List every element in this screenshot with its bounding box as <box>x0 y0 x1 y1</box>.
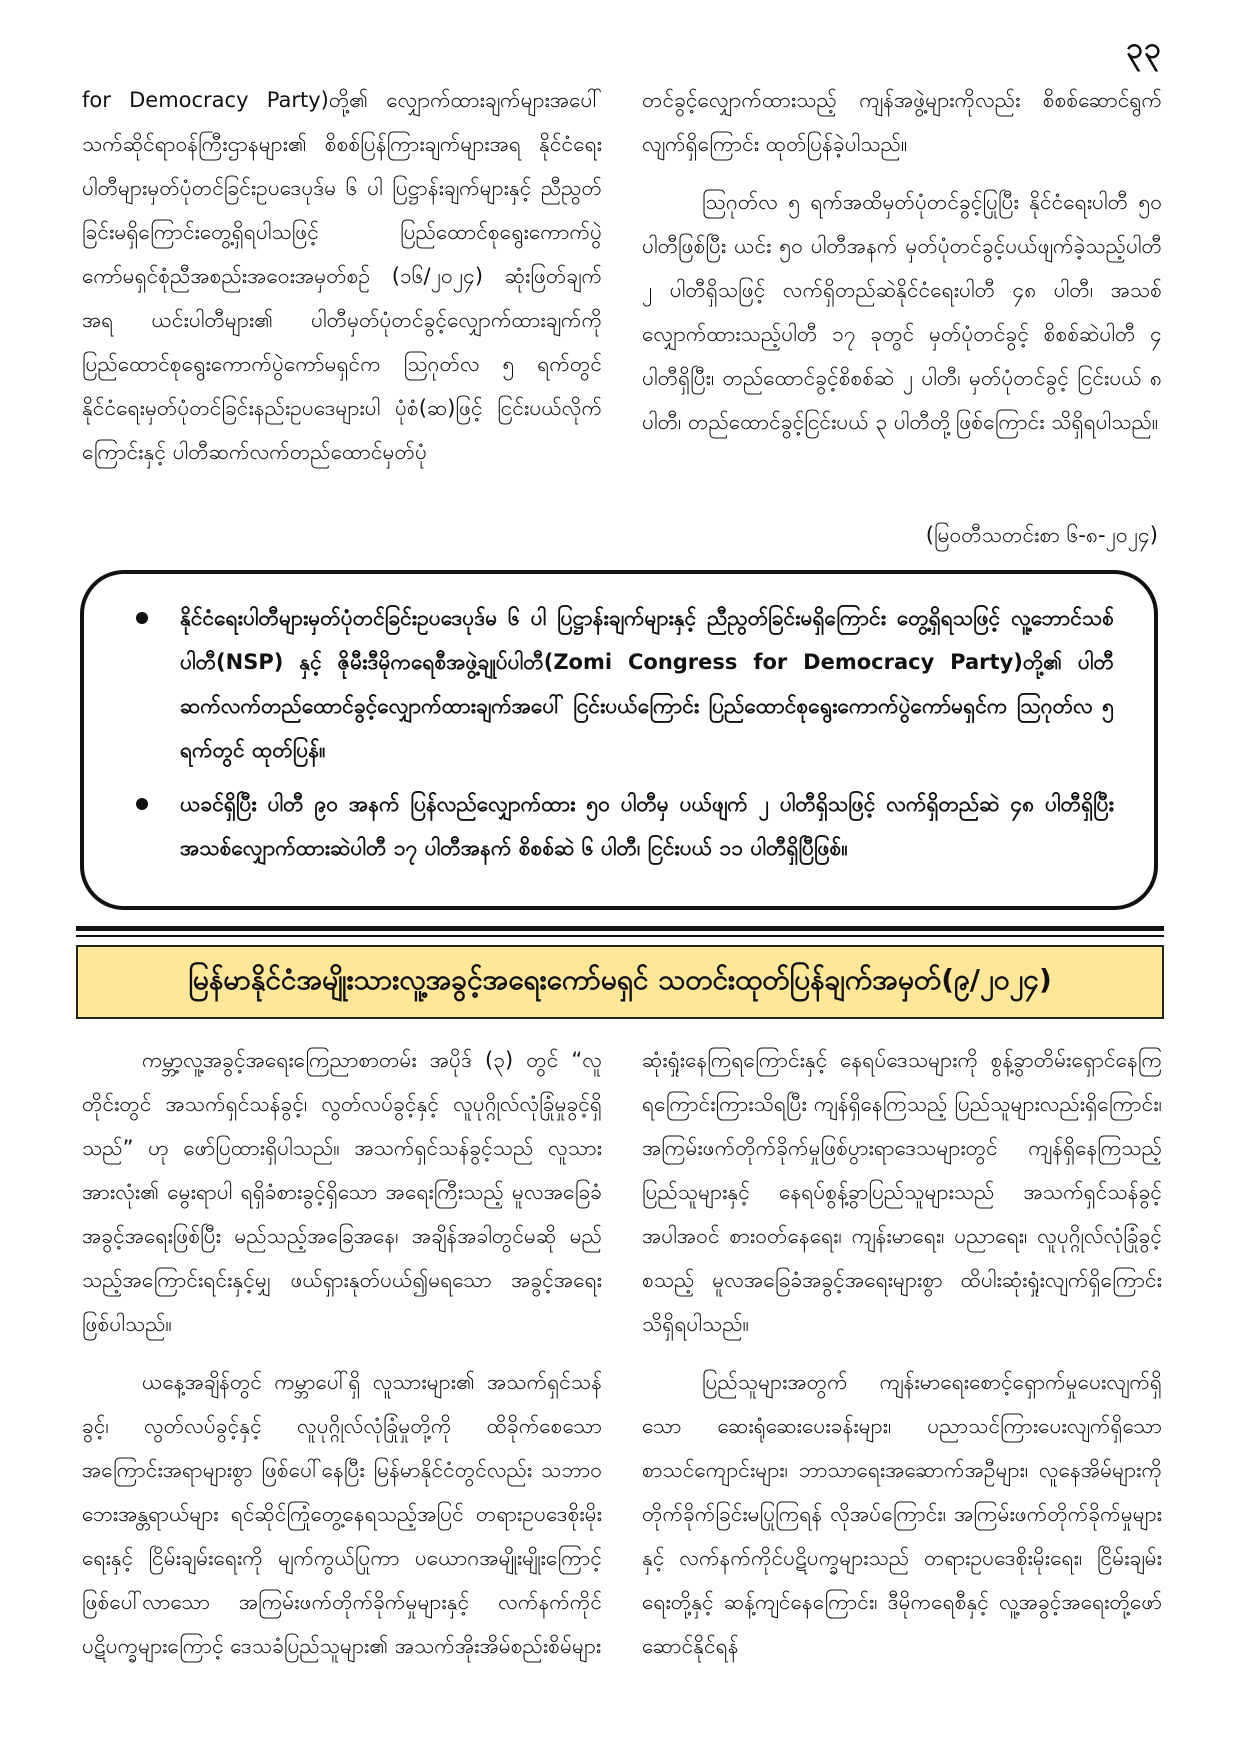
summary-point <box>124 596 1114 772</box>
summary-point-text: ယခင်ရှိပြီး ပါတီ ၉၀ အနက် ပြန်လည်လျှောက်ထား ၅၀ ပါတီမှ ပယ်ဖျက် ၂ ပါတီရှိသဖြင့် လက်ရှိတည်ဆဲ ၄၈ ပါတီရှိပြီး အသစ်လျှောက်ထားဆဲပါတီ ၁၇ ပါတီအနက် စိစစ်ဆဲ ၆ ပါတီ၊ ငြင်းပယ် ၁၁ ပါတီရှိပြီဖြစ်။ <box>180 792 1114 860</box>
section-divider-thick <box>76 926 1164 931</box>
section-divider-thin <box>76 935 1164 937</box>
top-right-paragraph-2: ဩဂုတ်လ ၅ ရက်အထိမှတ်ပုံတင်ခွင့်ပြုပြီး နိုင်ငံရေးပါတီ ၅၀ ပါတီဖြစ်ပြီး ယင်း ၅၀ ပါတီအနက် မှတ်ပုံတင်ခွင့်ပယ်ဖျက်ခဲ့သည့်ပါတီ ၂ ပါတီရှိသဖြင့် လက်ရှိတည်ဆဲနိုင်ငံရေးပါတီ ၄၈ ပါတီ၊ အသစ်လျှောက်ထားသည့်ပါတီ ၁၇ ခုတွင် မှတ်ပုံတင်ခွင့် စိစစ်ဆဲပါတီ ၄ ပါတီရှိပြီး၊ တည်ထောင်ခွင့်စိစစ်ဆဲ ၂ ပါတီ၊ မှတ်ပုံတင်ခွင့် ငြင်းပယ် ၈ ပါတီ၊ တည်ထောင်ခွင့်ငြင်းပယ် ၃ ပါတီတို့ဖြစ်ကြောင်း သိရှိရပါသည်။ <box>642 190 1162 434</box>
source-citation: (မြဝတီသတင်းစာ ၆-၈-၂၀၂၄) <box>925 523 1158 547</box>
bottom-left-paragraph-1: ကမ္ဘာ့လူ့အခွင့်အရေးကြေညာစာတမ်း အပိုဒ် (၃) တွင် “လူတိုင်းတွင် အသက်ရှင်သန်ခွင့်၊ လွတ်လပ်ခွင့်နှင့် လူပုဂ္ဂိုလ်လုံခြုံမှုခွင့်ရှိသည်” ဟု ဖော်ပြထားရှိပါသည်။ အသက်ရှင်သန်ခွင့်သည် လူသားအားလုံး၏ မွေးရာပါ ရရှိခံစားခွင့်ရှိသော အရေးကြီးသည့် မူလအခြေခံအခွင့်အရေးဖြစ်ပြီး မည်သည့်အခြေအနေ၊ အချိန်အခါတွင်မဆို မည်သည့်အကြောင်းရင်းနှင့်မျှ ဖယ်ရှားနုတ်ပယ်၍မရသော အခွင့်အရေးဖြစ်ပါသည်။ <box>82 1048 602 1336</box>
bottom-right-column <box>642 1038 1162 1682</box>
summary-point-text: နိုင်ငံရေးပါတီများမှတ်ပုံတင်ခြင်းဥပဒေပုဒ်မ ၆ ပါ ပြဋ္ဌာန်းချက်များနှင့် ညီညွတ်ခြင်းမရှိကြောင်း တွေ့ရှိရသဖြင့် လူ့ဘောင်သစ်ပါတီ(NSP) နှင့် ဇိုမီးဒီမိုကရေစီအဖွဲ့ချုပ်ပါတီ(Zomi Congress for Democracy Party)တို့၏ ပါတီဆက်လက်တည်ထောင်ခွင့်လျှောက်ထားချက်အပေါ် ငြင်းပယ်ကြောင်း ပြည်ထောင်စုရွေးကောက်ပွဲကော်မရှင်က ဩဂုတ်လ ၅ ရက်တွင် ထုတ်ပြန်။ <box>180 606 1114 762</box>
bottom-left-column <box>82 1038 602 1682</box>
top-right-paragraph-1: တင်ခွင့်လျှောက်ထားသည့် ကျန်အဖွဲ့များကိုလည်း စိစစ်ဆောင်ရွက်လျက်ရှိကြောင်း ထုတ်ပြန်ခဲ့ပါသည်။ <box>642 88 1162 156</box>
bottom-left-paragraph-2: ယနေ့အချိန်တွင် ကမ္ဘာပေါ်ရှိ လူသားများ၏ အသက်ရှင်သန်ခွင့်၊ လွတ်လပ်ခွင့်နှင့် လူပုဂ္ဂိုလ်လုံခြုံမှုတို့ကို ထိခိုက်စေသောအကြောင်းအရာများစွာ ဖြစ်ပေါ်နေပြီး မြန်မာနိုင်ငံတွင်လည်း သဘာဝဘေးအန္တရာယ်များ ရင်ဆိုင်ကြုံတွေ့နေရသည့်အပြင် တရားဥပဒေစိုးမိုးရေးနှင့် ငြိမ်းချမ်းရေးကို မျက်ကွယ်ပြုကာ ပယောဂအမျိုးမျိုးကြောင့် ဖြစ်ပေါ်လာသော အကြမ်းဖက်တိုက်ခိုက်မှုများနှင့် လက်နက်ကိုင်ပဋိပက္ခများကြောင့် ဒေသခံပြည်သူများ၏ အသက်အိုးအိမ်စည်းစိမ်များ <box>82 1370 602 1658</box>
bullet-dot-icon <box>136 798 148 810</box>
summary-box <box>80 570 1158 910</box>
summary-point <box>124 782 1114 870</box>
section-heading: မြန်မာနိုင်ငံအမျိုးသားလူ့အခွင့်အရေးကော်မရှင် သတင်းထုတ်ပြန်ချက်အမှတ်(၉/၂၀၂၄) <box>76 945 1164 1019</box>
top-left-paragraph: for Democracy Party)တို့၏ လျှောက်ထားချက်များအပေါ် သက်ဆိုင်ရာဝန်ကြီးဌာနများ၏ စိစစ်ပြန်ကြားချက်များအရ နိုင်ငံရေးပါတီများမှတ်ပုံတင်ခြင်းဥပဒေပုဒ်မ ၆ ပါ ပြဋ္ဌာန်းချက်များနှင့် ညီညွတ်ခြင်းမရှိကြောင်းတွေ့ရှိရပါသဖြင့် ပြည်ထောင်စုရွေးကောက်ပွဲကော်မရှင်စုံညီအစည်းအဝေးအမှတ်စဉ် (၁၆/၂၀၂၄) ဆုံးဖြတ်ချက်အရ ယင်းပါတီများ၏ ပါတီမှတ်ပုံတင်ခွင့်လျှောက်ထားချက်ကို ပြည်ထောင်စုရွေးကောက်ပွဲကော်မရှင်က ဩဂုတ်လ ၅ ရက်တွင် နိုင်ငံရေးမှတ်ပုံတင်ခြင်းနည်းဥပဒေများပါ ပုံစံ(ဆ)ဖြင့် ငြင်းပယ်လိုက်ကြောင်းနှင့် ပါတီဆက်လက်တည်ထောင်မှတ်ပုံ <box>82 88 602 464</box>
page-number: ၃၃ <box>1126 31 1162 66</box>
bullet-dot-icon <box>136 612 148 624</box>
bottom-right-paragraph-1: ဆုံးရှုံးနေကြရကြောင်းနှင့် နေရပ်ဒေသများကို စွန့်ခွာတိမ်းရှောင်နေကြရကြောင်းကြားသိရပြီး ကျန်ရှိနေကြသည့် ပြည်သူများလည်းရှိကြောင်း၊ အကြမ်းဖက်တိုက်ခိုက်မှုဖြစ်ပွားရာဒေသများတွင် ကျန်ရှိနေကြသည့် ပြည်သူများနှင့် နေရပ်စွန့်ခွာပြည်သူများသည် အသက်ရှင်သန်ခွင့်အပါအဝင် စားဝတ်နေရေး၊ ကျန်းမာရေး၊ ပညာရေး၊ လူပုဂ္ဂိုလ်လုံခြုံခွင့် စသည့် မူလအခြေခံအခွင့်အရေးများစွာ ထိပါးဆုံးရှုံးလျက်ရှိကြောင်း သိရှိရပါသည်။ <box>642 1048 1162 1336</box>
summary-list <box>124 596 1114 870</box>
bottom-right-paragraph-2: ပြည်သူများအတွက် ကျန်းမာရေးစောင့်ရှောက်မှုပေးလျက်ရှိသော ဆေးရုံဆေးပေးခန်းများ၊ ပညာသင်ကြားပေးလျက်ရှိသော စာသင်ကျောင်းများ၊ ဘာသာရေးအဆောက်အဦများ၊ လူနေအိမ်များကို တိုက်ခိုက်ခြင်းမပြုကြရန် လိုအပ်ကြောင်း၊ အကြမ်းဖက်တိုက်ခိုက်မှုများနှင့် လက်နက်ကိုင်ပဋိပက္ခများသည် တရားဥပဒေစိုးမိုးရေး၊ ငြိမ်းချမ်းရေးတို့နှင့် ဆန့်ကျင်နေကြောင်း၊ ဒီမိုကရေစီနှင့် လူ့အခွင့်အရေးတို့ဖော်ဆောင်နိုင်ရန် <box>642 1370 1162 1658</box>
top-right-column <box>642 78 1162 458</box>
top-left-column <box>82 78 602 488</box>
